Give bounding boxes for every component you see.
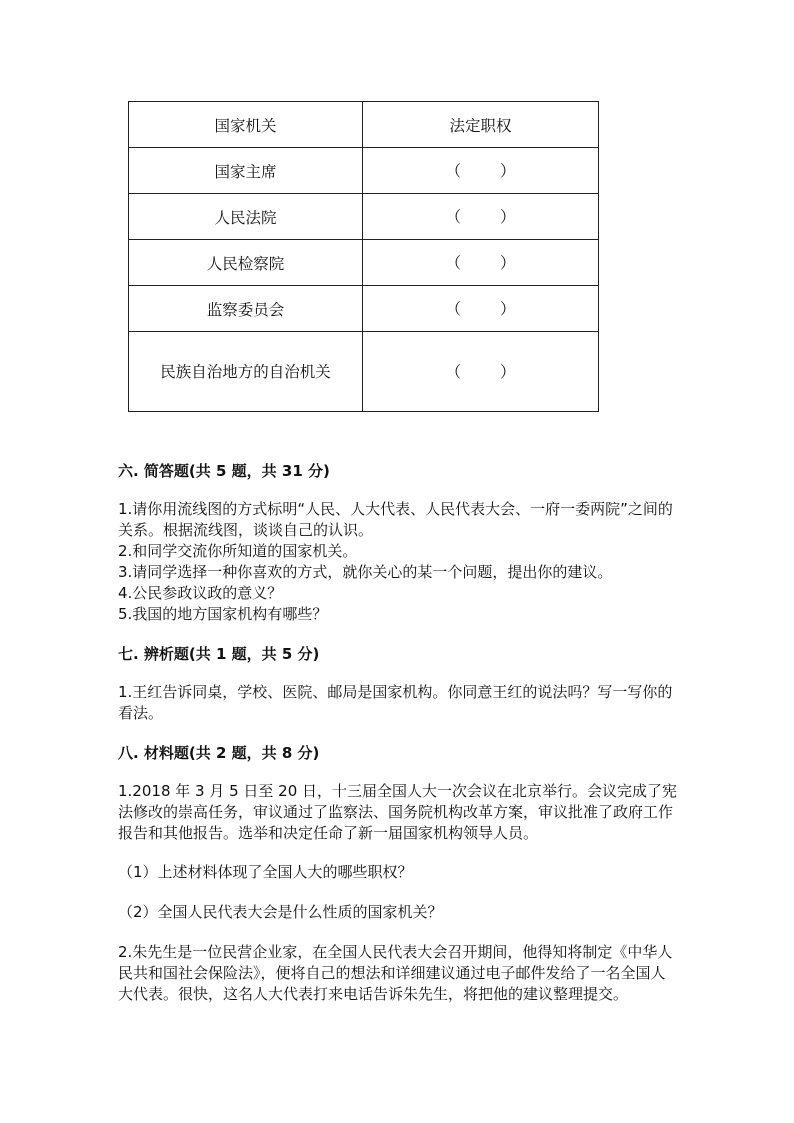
left-paren: （ — [445, 253, 462, 272]
organ-cell: 监察委员会 — [129, 286, 363, 332]
answer-blank — [363, 240, 599, 286]
section-title: 六. 简答题(共 5 题，共 31 分) — [118, 462, 330, 480]
question-item: 4.公民参政议政的意义？ — [118, 584, 283, 602]
question-item: 5.我国的地方国家机构有哪些？ — [118, 605, 328, 623]
table-row — [129, 194, 599, 240]
question-list — [118, 499, 678, 625]
material-question — [118, 942, 678, 1005]
section-title: 七. 辨析题(共 1 题，共 5 分) — [118, 645, 320, 663]
answer-blank — [363, 194, 599, 240]
right-paren: ） — [499, 207, 516, 226]
answer-blank — [363, 148, 599, 194]
table-row — [129, 286, 599, 332]
header-authority: 法定职权 — [363, 102, 599, 148]
question-item: 2.和同学交流你所知道的国家机关。 — [118, 542, 358, 560]
question-list — [118, 682, 678, 724]
authority-table — [128, 101, 599, 412]
sub-question: （1）上述材料体现了全国人大的哪些职权？ — [118, 863, 413, 881]
left-paren: （ — [445, 161, 462, 180]
answer-blank — [363, 286, 599, 332]
material-question — [118, 781, 678, 844]
organ-cell: 国家主席 — [129, 148, 363, 194]
left-paren: （ — [445, 362, 462, 381]
table-row — [129, 240, 599, 286]
answer-blank — [363, 332, 599, 412]
table-header-row — [129, 102, 599, 148]
sub-question: （2）全国人民代表大会是什么性质的国家机关？ — [118, 903, 443, 921]
table-row — [129, 148, 599, 194]
question-item: 2.朱先生是一位民营企业家，在全国人民代表大会召开期间，他得知将制定《中华人民共和国社会保险法》，便将自己的想法和详细建议通过电子邮件发给了一名全国人大代表。很快，这名人大代表打来电话告诉朱先生，将把他的建议整理提交。 — [118, 943, 673, 1003]
right-paren: ） — [499, 161, 516, 180]
question-item: 1.请你用流线图的方式标明“人民、人大代表、人民代表大会、一府一委两院”之间的关系。根据流线图，谈谈自己的认识。 — [118, 500, 673, 539]
right-paren: ） — [499, 253, 516, 272]
table-row — [129, 332, 599, 412]
organ-cell: 民族自治地方的自治机关 — [129, 332, 363, 412]
header-organ: 国家机关 — [129, 102, 363, 148]
left-paren: （ — [445, 207, 462, 226]
question-item: 1.王红告诉同桌，学校、医院、邮局是国家机构。你同意王红的说法吗？写一写你的看法。 — [118, 683, 673, 722]
question-item: 1.2018 年 3 月 5 日至 20 日，十三届全国人大一次会议在北京举行。会议完成了宪法修改的崇高任务，审议通过了监察法、国务院机构改革方案，审议批准了政府工作报告和其他报告。选举和决定任命了新一届国家机构领导人员。 — [118, 782, 678, 842]
left-paren: （ — [445, 299, 462, 318]
question-item: 3.请同学选择一种你喜欢的方式，就你关心的某一个问题，提出你的建议。 — [118, 563, 613, 581]
organ-cell: 人民法院 — [129, 194, 363, 240]
right-paren: ） — [499, 362, 516, 381]
organ-cell: 人民检察院 — [129, 240, 363, 286]
section-title: 八. 材料题(共 2 题，共 8 分) — [118, 744, 320, 762]
right-paren: ） — [499, 299, 516, 318]
